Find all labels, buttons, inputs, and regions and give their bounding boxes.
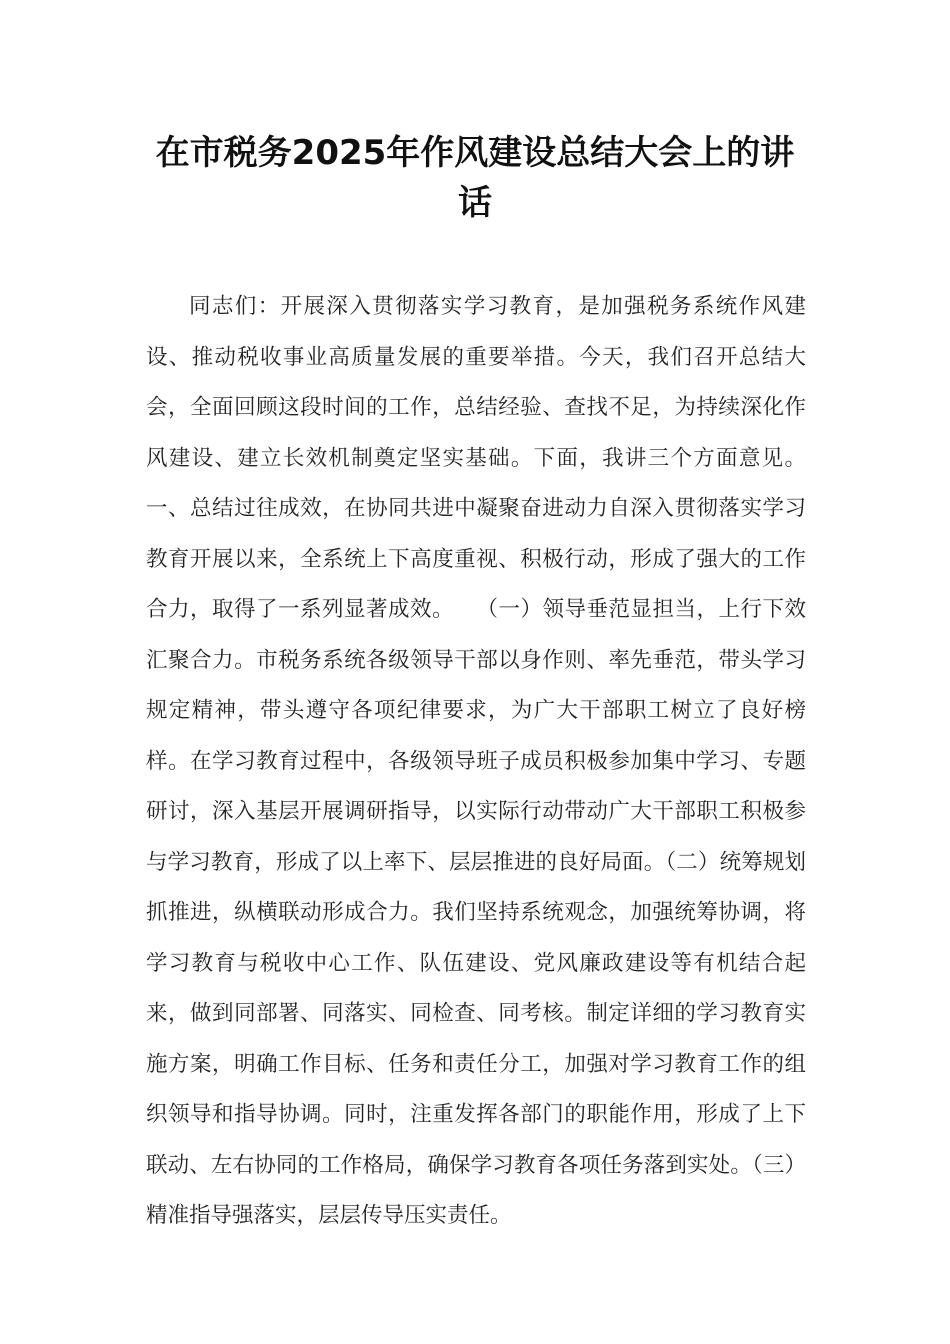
document-body: 同志们：开展深入贯彻落实学习教育，是加强税务系统作风建设、推动税收事业高质量发展的重要举措。今天，我们召开总结大会，全面回顾这段时间的工作，总结经验、查找不足，为持续深化作风建设、建立长效机制奠定坚实基础。下面，我讲三个方面意见。一、总结过往成效，在协同共进中凝聚奋进动力自深入贯彻落实学习教育开展以来，全系统上下高度重视、积极行动，形成了强大的工作合力，取得了一系列显著成效。 （一）领导垂范显担当，上行下效汇聚合力。市税务系统各级领导干部以身作则、率先垂范，带头学习规定精神，带头遵守各项纪律要求，为广大干部职工树立了良好榜样。在学习教育过程中，各级领导班子成员积极参加集中学习、专题研讨，深入基层开展调研指导，以实际行动带动广大干部职工积极参与学习教育，形成了以上率下、层层推进的良好局面。（二）统筹规划抓推进，纵横联动形成合力。我们坚持系统观念，加强统筹协调，将学习教育与税收中心工作、队伍建设、党风廉政建设等有机结合起来，做到同部署、同落实、同检查、同考核。制定详细的学习教育实施方案，明确工作目标、任务和责任分工，加强对学习教育工作的组织领导和指导协调。同时，注重发挥各部门的职能作用，形成了上下联动、左右协同的工作格局，确保学习教育各项任务落到实处。（三）精准指导强落实，层层传导压实责任。 (146, 294, 806, 1228)
document-title: 在市税务2025年作风建设总结大会上的讲话 (155, 133, 795, 223)
